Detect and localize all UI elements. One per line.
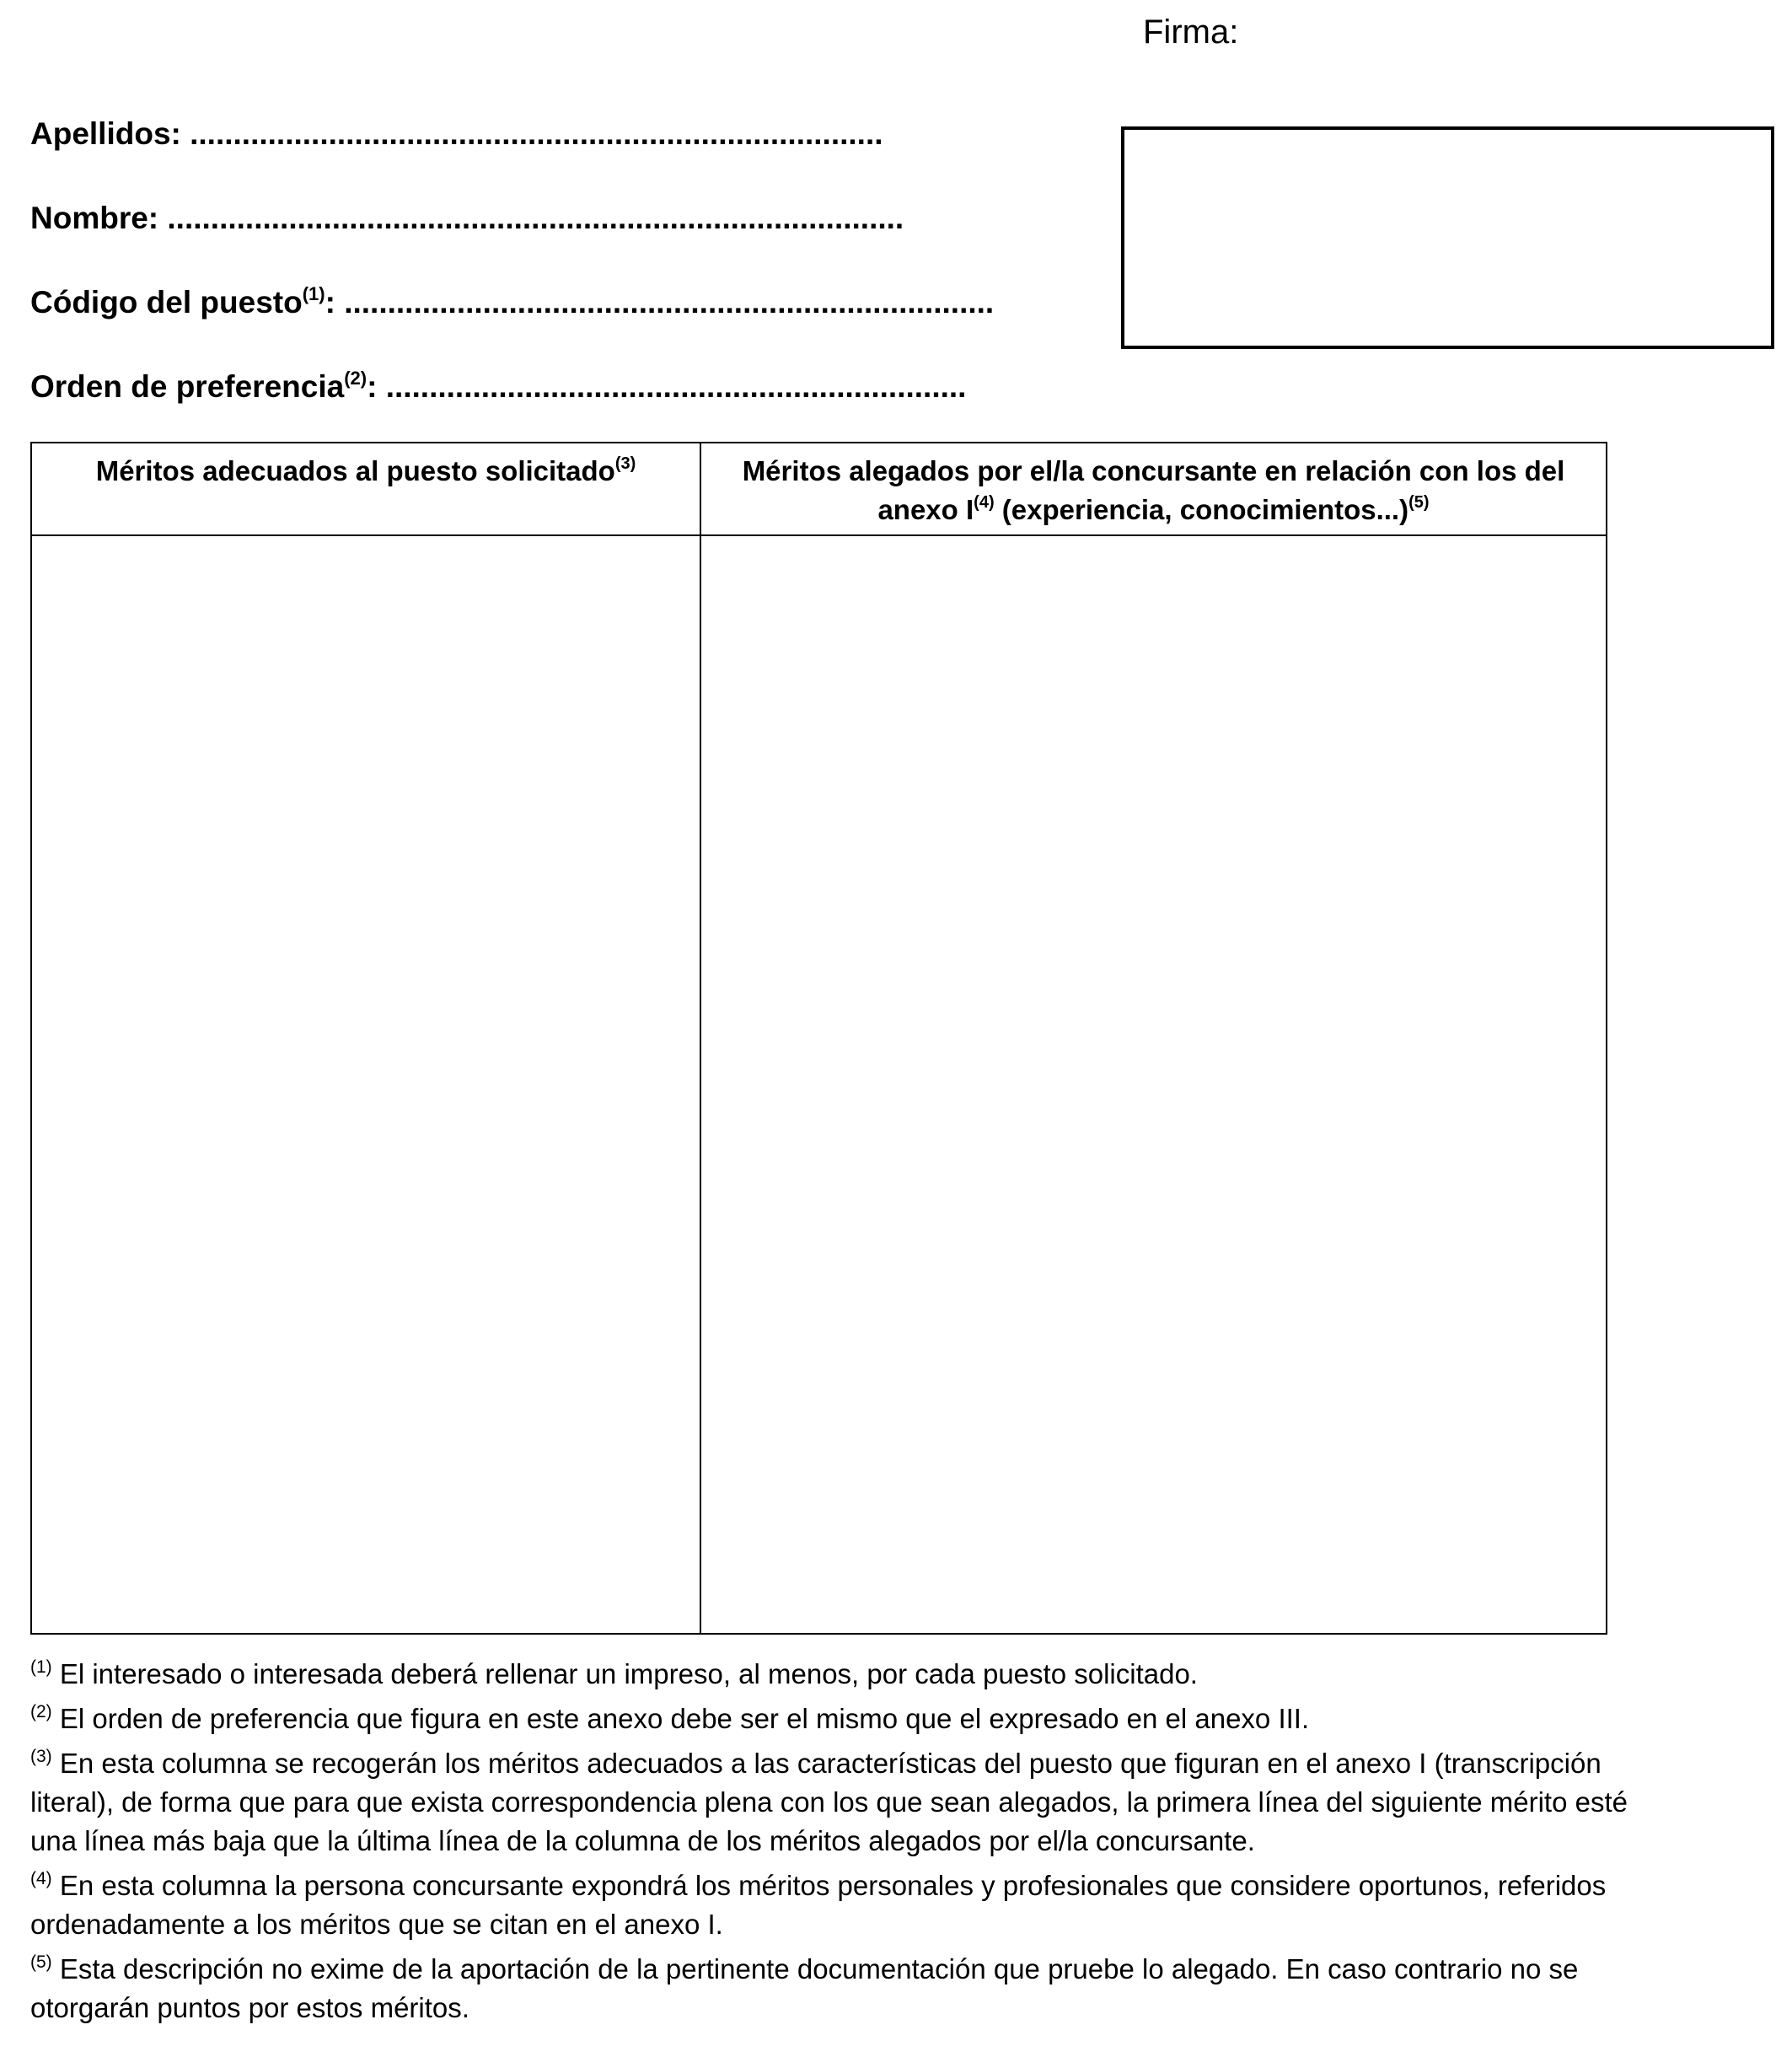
- footnote-ref-5: (5): [1408, 493, 1430, 512]
- footnotes: [30, 1655, 1632, 2033]
- apellidos-dots: ................................................................................: [190, 116, 883, 151]
- footnote-1: [30, 1655, 1632, 1694]
- footnote-4: [30, 1866, 1632, 1944]
- meritos-alegados-cell[interactable]: [701, 536, 1606, 1633]
- footnote-1-number: (1): [30, 1657, 52, 1677]
- footnote-ref-4: (4): [974, 493, 995, 512]
- column-header-1-label: Méritos adecuados al puesto solicitado: [95, 455, 615, 486]
- footnote-4-number: (4): [30, 1869, 52, 1888]
- codigo-colon: :: [325, 285, 335, 320]
- footnote-4-text: En esta columna la persona concursante expondrá los méritos personales y profesionales que considere oportunos, referidos ordenadamente a los méritos que se citan en el anexo I.: [30, 1870, 1607, 1940]
- meritos-adecuados-cell[interactable]: [32, 536, 700, 1633]
- orden-preferencia-field[interactable]: [30, 369, 966, 405]
- firma-label: Firma:: [1143, 13, 1239, 51]
- column-header-meritos-adecuados: [32, 452, 700, 491]
- footnote-ref-2: (2): [344, 368, 368, 389]
- codigo-puesto-field[interactable]: [30, 285, 994, 320]
- column-header-meritos-alegados: [701, 452, 1606, 529]
- merits-table: [30, 442, 1607, 1635]
- orden-preferencia-label: Orden de preferencia: [30, 369, 345, 404]
- signature-box[interactable]: [1121, 126, 1774, 349]
- footnote-2-number: (2): [30, 1702, 52, 1721]
- apellidos-field[interactable]: [30, 116, 883, 152]
- footnote-ref-3: (3): [614, 454, 636, 473]
- column-header-2-line2: [701, 491, 1606, 529]
- column-header-2-rest: (experiencia, conocimientos...): [994, 494, 1409, 525]
- footnote-2-text: El orden de preferencia que figura en este anexo debe ser el mismo que el expresado en el anexo III.: [51, 1703, 1310, 1734]
- footnote-3: [30, 1744, 1632, 1861]
- orden-colon: :: [367, 369, 378, 404]
- footnote-ref-1: (1): [302, 283, 325, 304]
- column-header-2-line1: Méritos alegados por el/la concursante en relación con los del: [742, 455, 1565, 486]
- nombre-dots: .....................................................................................: [167, 201, 904, 235]
- footnote-3-text: En esta columna se recogerán los méritos adecuados a las características del puesto que figuran en el anexo I (transcripción literal), de forma que para que exista correspondencia plena con los que sean alegados, la primera línea del siguiente mérito esté una línea más baja que la última línea de la columna de los méritos alegados por el/la concursante.: [30, 1748, 1628, 1856]
- codigo-puesto-label: Código del puesto: [30, 285, 303, 320]
- orden-preferencia-dots: ...................................................................: [385, 369, 967, 404]
- footnote-2: [30, 1700, 1632, 1738]
- footnote-1-text: El interesado o interesada deberá rellenar un impreso, al menos, por cada puesto solicitado.: [51, 1658, 1198, 1689]
- column-header-2-anexo: anexo I: [877, 494, 974, 525]
- nombre-field[interactable]: [30, 201, 904, 236]
- apellidos-label: Apellidos:: [30, 116, 181, 151]
- footnote-5-text: Esta descripción no exime de la aportación de la pertinente documentación que pruebe lo alegado. En caso contrario no se otorgarán puntos por estos méritos.: [30, 1953, 1579, 2023]
- nombre-label: Nombre:: [30, 201, 159, 235]
- footnote-5-number: (5): [30, 1952, 52, 1972]
- codigo-puesto-dots: ...........................................................................: [344, 285, 995, 320]
- footnote-3-number: (3): [30, 1747, 52, 1766]
- footnote-5: [30, 1950, 1632, 2027]
